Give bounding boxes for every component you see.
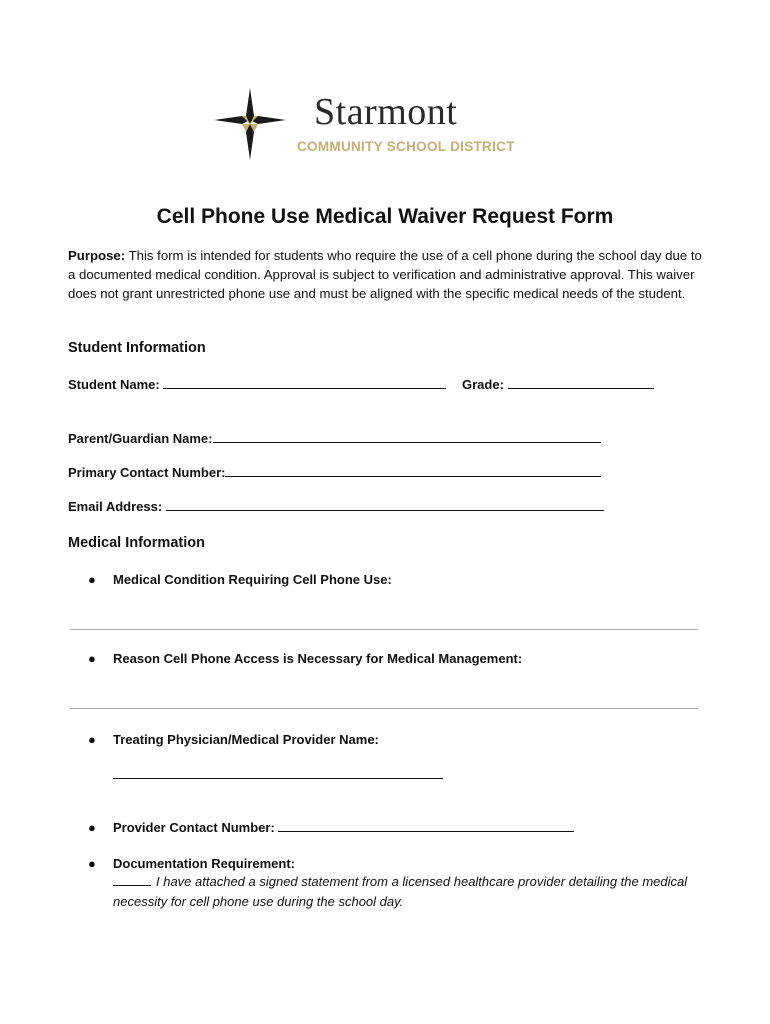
physician-field[interactable] [113,766,443,779]
grade-row [462,376,654,392]
list-item [88,819,574,835]
bullet: ● [88,856,96,871]
email-field[interactable] [166,498,604,511]
parent-row [68,430,601,446]
grade-field[interactable] [508,376,654,389]
physician-row [113,766,443,782]
parent-label: Parent/Guardian Name: [68,431,213,446]
student-name-field[interactable] [163,376,446,389]
email-row [68,498,604,514]
documentation-label: Documentation Requirement: [113,856,296,871]
phone-field[interactable] [225,464,601,477]
district-logo [214,88,554,160]
documentation-checkbox-blank[interactable] [113,873,151,886]
medical-condition-label: Medical Condition Requiring Cell Phone Use: [113,572,392,587]
list-item [88,572,392,587]
student-section-heading: Student Information [68,340,206,356]
email-label: Email Address: [68,499,166,514]
reason-answer-line[interactable] [70,708,698,709]
brand-name: Starmont [314,91,458,133]
compass-star-icon [214,88,294,160]
bullet: ● [88,651,96,666]
student-name-label: Student Name: [68,377,164,392]
bullet: ● [88,820,96,835]
form-title: Cell Phone Use Medical Waiver Request Form [156,205,614,228]
provider-contact-field[interactable] [278,819,574,832]
phone-row [68,464,601,480]
documentation-note [113,872,713,912]
purpose-label: Purpose: [68,248,126,263]
grade-label: Grade: [462,377,508,392]
student-name-row [68,376,446,392]
medical-condition-answer-line[interactable] [70,629,698,630]
medical-section-heading: Medical Information [68,535,205,551]
bullet: ● [88,572,96,587]
physician-label: Treating Physician/Medical Provider Name: [113,732,379,747]
purpose-text: This form is intended for students who require the use of a cell phone during the school day due to a documented medical condition. Approval is subject to verification and administrative approval. This waiver does not grant unrestricted phone use and must be aligned with the specific medical needs of the student. [68,248,702,301]
provider-contact-label: Provider Contact Number: [113,820,279,835]
list-item [88,651,522,666]
list-item [88,856,295,871]
parent-field[interactable] [213,430,601,443]
documentation-note-text: I have attached a signed statement from a licensed healthcare provider detailing the medical necessity for cell phone use during the school day. [113,874,688,909]
brand-subtitle: COMMUNITY SCHOOL DISTRICT [297,139,515,154]
reason-label: Reason Cell Phone Access is Necessary for Medical Management: [113,651,523,666]
purpose-paragraph [68,246,708,303]
list-item [88,732,379,747]
phone-label: Primary Contact Number: [68,465,226,480]
bullet: ● [88,732,96,747]
